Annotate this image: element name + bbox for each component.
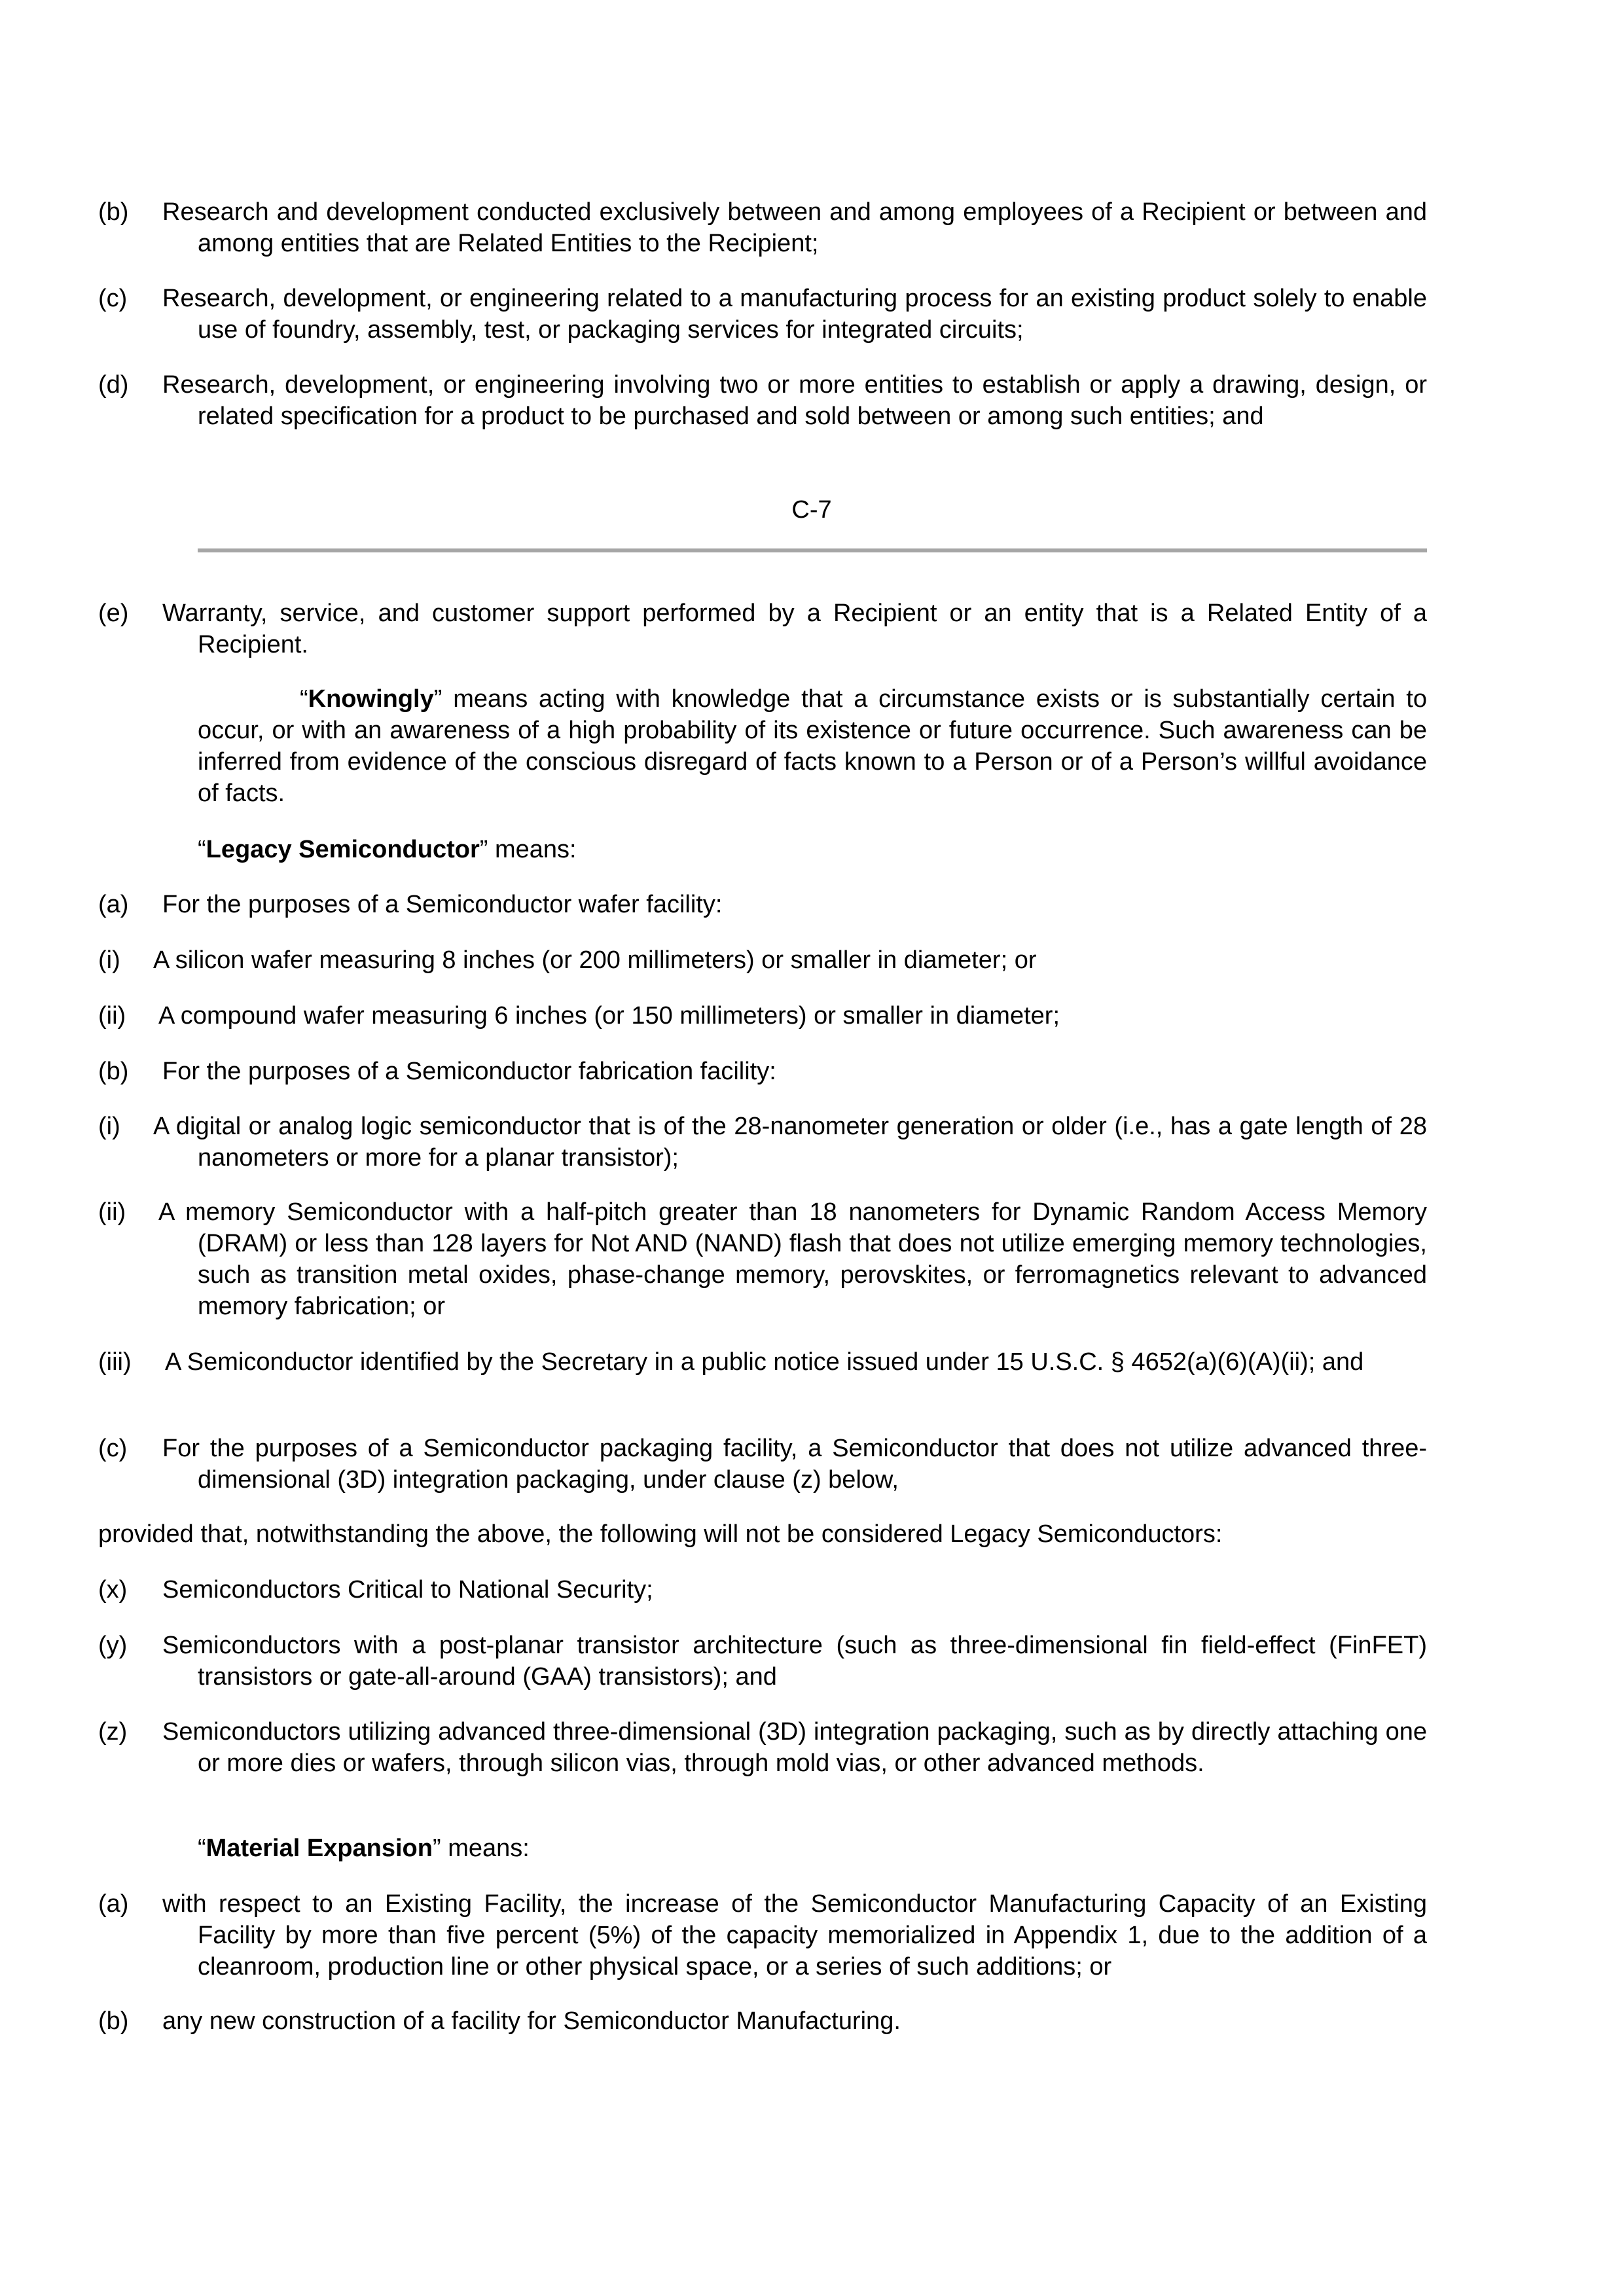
item-label: (iii)	[98, 1348, 132, 1376]
list-item	[98, 1433, 1427, 1496]
item-text: A silicon wafer measuring 8 inches (or 200 millimeters) or smaller in diameter; or	[153, 946, 1037, 974]
list-item	[98, 1000, 1427, 1031]
list-item	[98, 944, 1427, 976]
item-text: For the purposes of a Semiconductor packaging facility, a Semiconductor that does not utilize advanced three-dimensional (3D) integration packaging, under clause (z) below,	[162, 1435, 1427, 1494]
item-label: (a)	[98, 891, 129, 918]
definition-material-expansion	[198, 1833, 530, 1864]
item-label: (i)	[98, 946, 120, 974]
list-item	[98, 1196, 1427, 1322]
definition-legacy-semiconductor	[198, 834, 577, 865]
item-text: For the purposes of a Semiconductor fabrication facility:	[162, 1058, 776, 1085]
item-label: (b)	[98, 198, 129, 226]
definition-text: ” means:	[432, 1835, 530, 1862]
item-text: For the purposes of a Semiconductor wafer facility:	[162, 891, 723, 918]
item-label: (b)	[98, 1058, 129, 1085]
item-text: A digital or analog logic semiconductor that is of the 28-nanometer generation or older (i.e., has a gate length of 28 nanometers or more for a planar transistor);	[153, 1113, 1427, 1172]
list-item	[98, 598, 1427, 660]
item-label: (ii)	[98, 1002, 126, 1030]
defined-term: Material Expansion	[206, 1835, 433, 1862]
list-item	[98, 283, 1427, 346]
open-quote: “	[198, 836, 206, 863]
item-label: (x)	[98, 1576, 128, 1604]
list-item	[98, 1630, 1427, 1693]
item-label: (i)	[98, 1113, 120, 1140]
item-label: (c)	[98, 285, 128, 312]
item-text: Semiconductors utilizing advanced three-dimensional (3D) integration packaging, such as by directly attaching one or more dies or wafers, through silicon vias, through mold vias, or other advanced methods.	[162, 1718, 1427, 1777]
item-text: Semiconductors with a post-planar transistor architecture (such as three-dimensional fin field-effect (FinFET) transistors or gate-all-around (GAA) transistors); and	[162, 1632, 1427, 1691]
item-text: Research, development, or engineering related to a manufacturing process for an existing product solely to enable use of foundry, assembly, test, or packaging services for integrated circuits;	[162, 285, 1427, 344]
item-text: Research, development, or engineering involving two or more entities to establish or apply a drawing, design, or related specification for a product to be purchased and sold between or among such entities; and	[162, 371, 1427, 430]
item-text: Warranty, service, and customer support performed by a Recipient or an entity that is a Related Entity of a Recipient.	[162, 600, 1427, 658]
item-text: A memory Semiconductor with a half-pitch greater than 18 nanometers for Dynamic Random Access Memory (DRAM) or less than 128 layers for Not AND (NAND) flash that does not utilize emerging memory technologies, such as transition metal oxides, phase-change memory, perovskites, or ferromagnetics relevant to advanced memory fabrication; or	[158, 1198, 1427, 1320]
list-item	[98, 1346, 1427, 1378]
item-label: (y)	[98, 1632, 128, 1659]
defined-term: Legacy Semiconductor	[206, 836, 480, 863]
item-text: any new construction of a facility for Semiconductor Manufacturing.	[162, 2007, 901, 2035]
item-text: Research and development conducted exclusively between and among employees of a Recipient or between and among entities that are Related Entities to the Recipient;	[162, 198, 1427, 257]
list-item	[98, 369, 1427, 432]
item-label: (c)	[98, 1435, 128, 1462]
definition-text: ” means acting with knowledge that a circumstance exists or is substantially certain to occur, or with an awareness of a high probability of its existence or future occurrence. Such awareness can be inferred from evidence of the conscious disregard of facts known to a Person or of a Person’s willful avoidance of facts.	[198, 685, 1427, 807]
item-label: (ii)	[98, 1198, 126, 1226]
list-item	[98, 2005, 1427, 2037]
item-label: (d)	[98, 371, 129, 399]
item-label: (a)	[98, 1890, 129, 1918]
list-item	[98, 1716, 1427, 1779]
defined-term: Knowingly	[308, 685, 434, 713]
item-text: A compound wafer measuring 6 inches (or 150 millimeters) or smaller in diameter;	[158, 1002, 1060, 1030]
definition-text: ” means:	[479, 836, 577, 863]
item-text: A Semiconductor identified by the Secretary in a public notice issued under 15 U.S.C. § 4652(a)(6)(A)(ii); and	[165, 1348, 1364, 1376]
open-quote: “	[198, 1835, 206, 1862]
list-item	[98, 889, 1427, 920]
item-label: (b)	[98, 2007, 129, 2035]
definition-knowingly	[198, 683, 1427, 809]
list-item	[98, 196, 1427, 259]
list-item	[98, 1056, 1427, 1087]
list-item	[98, 1111, 1427, 1174]
page-number: C-7	[791, 496, 832, 524]
item-label: (z)	[98, 1718, 128, 1746]
item-label: (e)	[98, 600, 129, 627]
open-quote: “	[300, 685, 308, 713]
page-divider	[198, 548, 1427, 552]
proviso-text: provided that, notwithstanding the above, the following will not be considered Legacy Semiconductors:	[98, 1520, 1223, 1548]
item-text: with respect to an Existing Facility, the increase of the Semiconductor Manufacturing Capacity of an Existing Facility by more than five percent (5%) of the capacity memorialized in Appendix 1, due to the addition of a cleanroom, production line or other physical space, or a series of such additions; or	[162, 1890, 1427, 1981]
list-item	[98, 1888, 1427, 1982]
list-item	[98, 1574, 1427, 1605]
item-text: Semiconductors Critical to National Security;	[162, 1576, 653, 1604]
